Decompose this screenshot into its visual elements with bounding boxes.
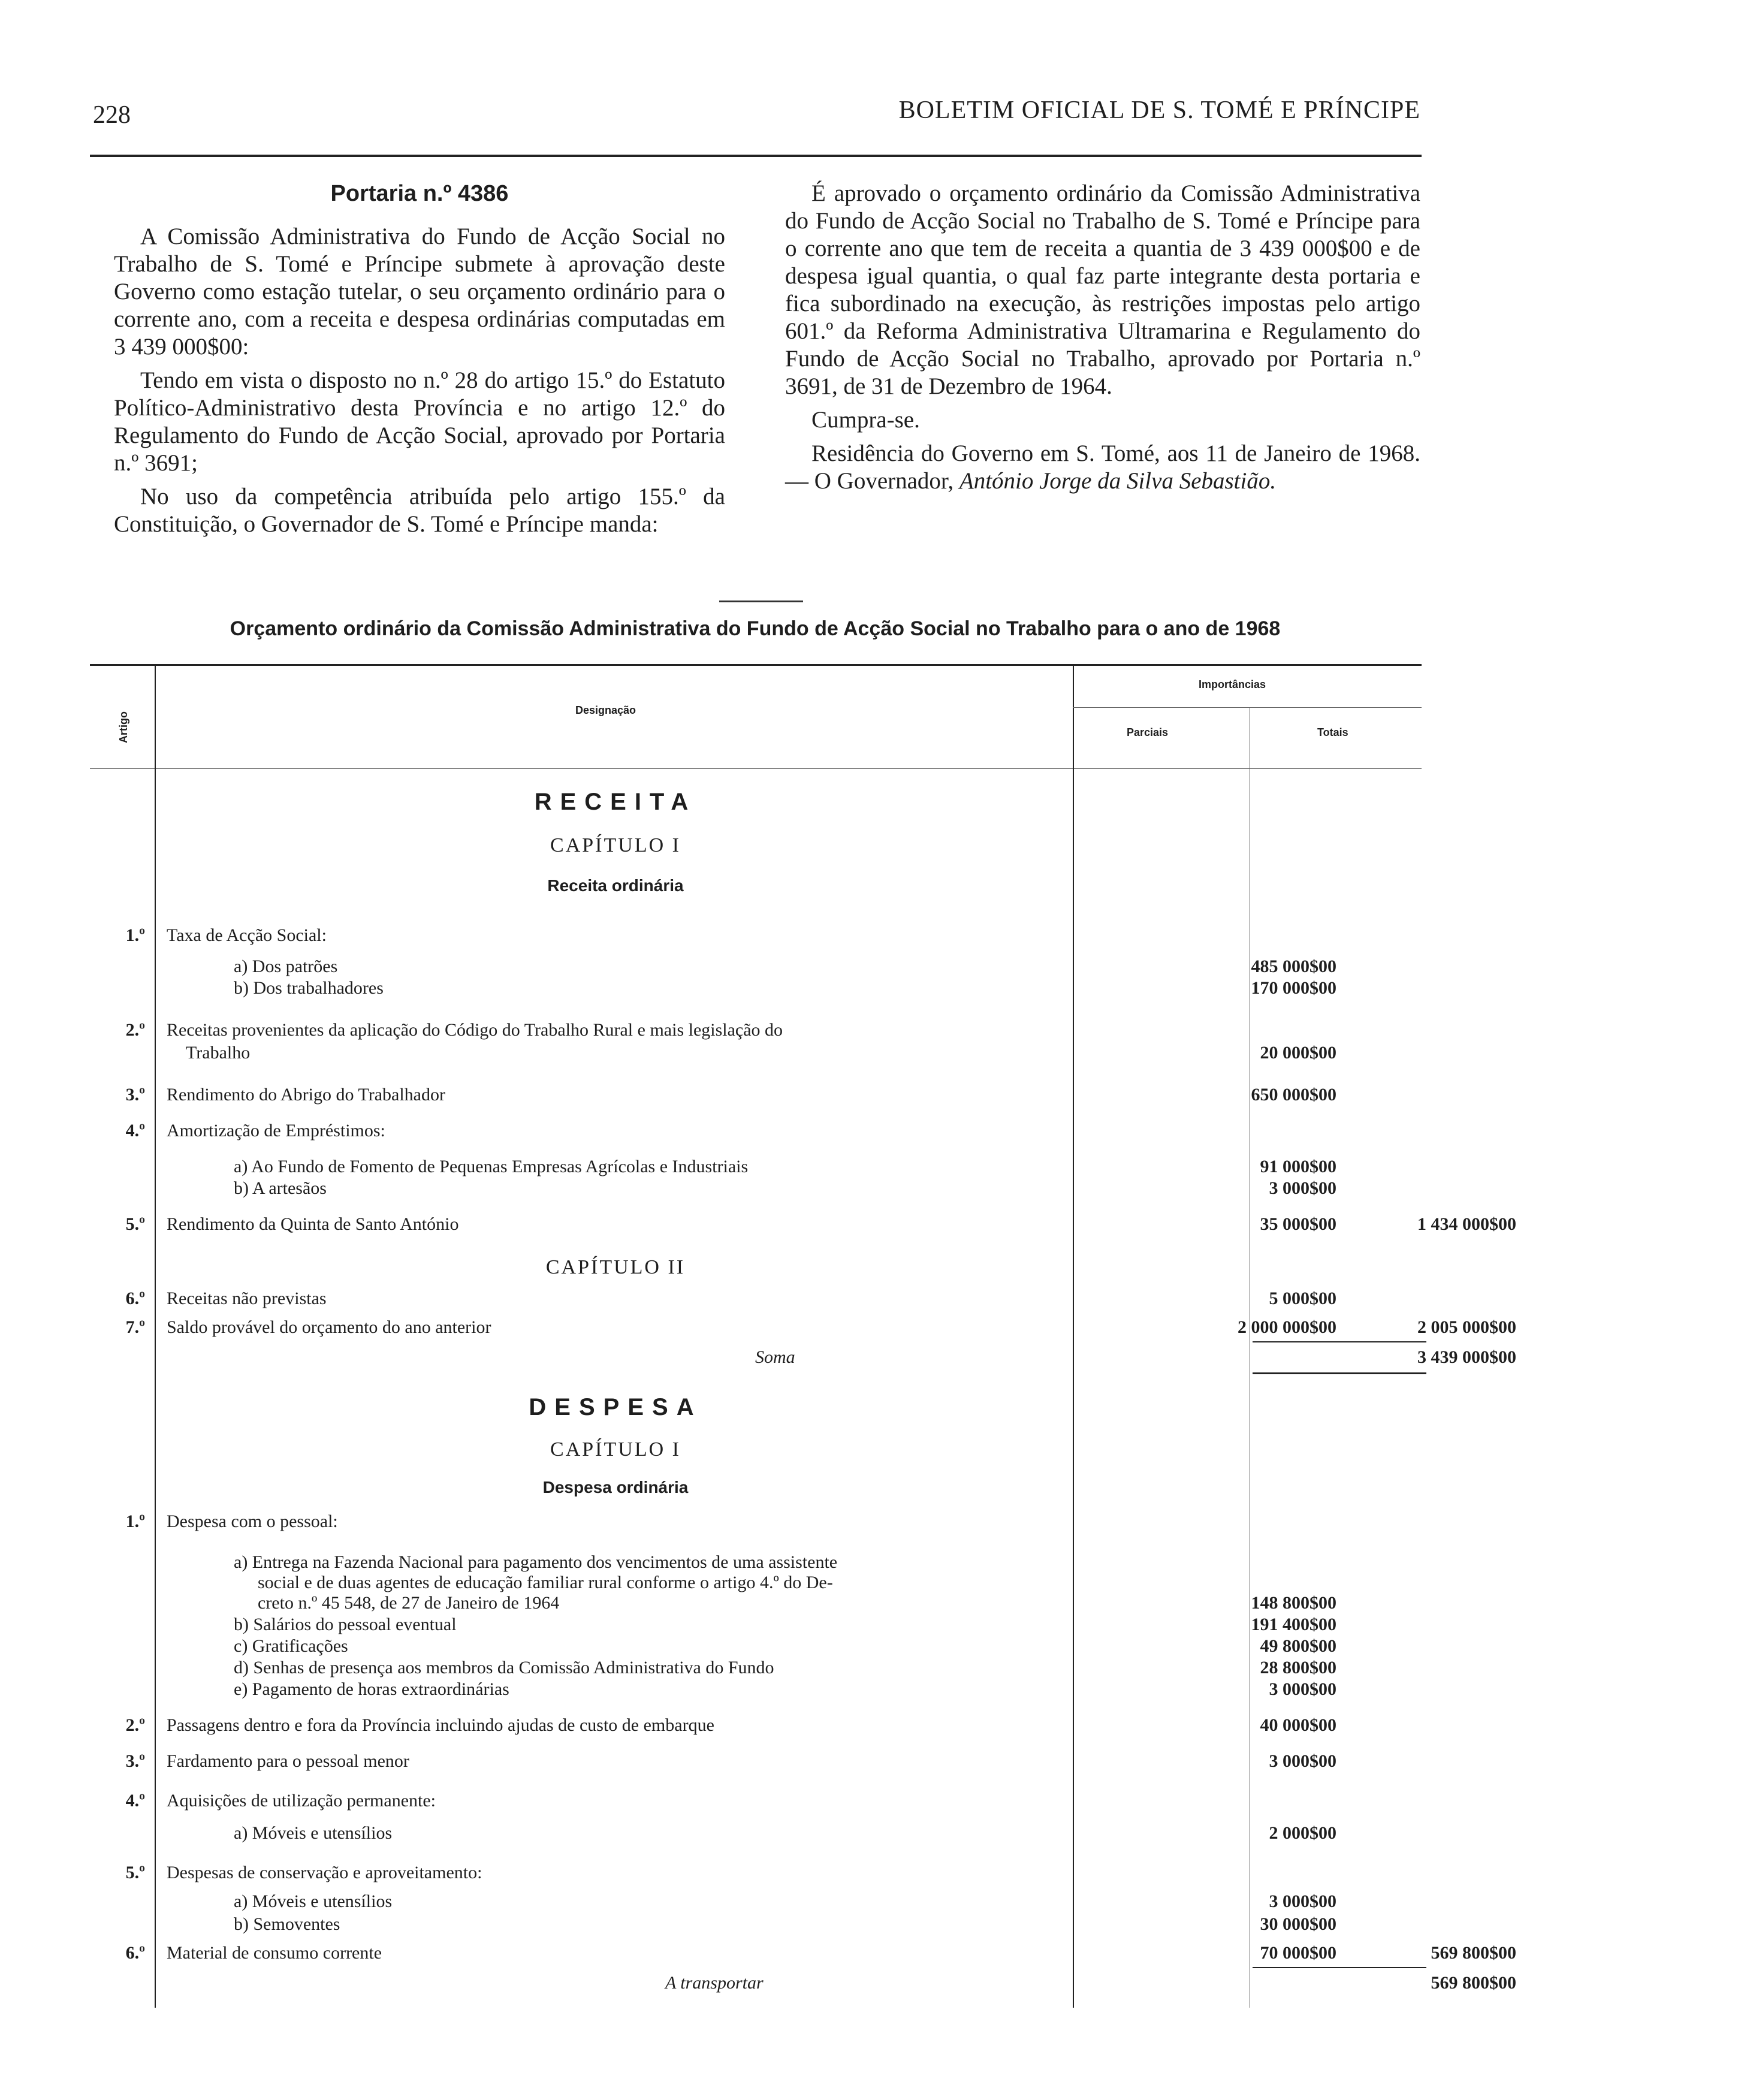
- partial-amount: 191 400$00: [1251, 1615, 1336, 1634]
- table-row: [90, 1657, 1426, 1680]
- sum-label: Soma: [755, 1347, 795, 1367]
- row-label: b) Salários do pessoal eventual: [234, 1615, 457, 1634]
- importancias-rule: [1073, 707, 1422, 708]
- partial-amount: 30 000$00: [1260, 1914, 1336, 1934]
- row-label: c) Gratificações: [234, 1636, 348, 1656]
- column-header-artigo: Artigo: [117, 711, 129, 743]
- article-number: 7.º: [125, 1317, 145, 1337]
- row-label: b) Semoventes: [234, 1914, 340, 1934]
- row-label: Rendimento da Quinta de Santo António: [167, 1214, 459, 1234]
- decree-paragraph: É aprovado o orçamento ordinário da Comissão Administrativa do Fundo de Acção Social no Trabalho de S. Tomé e Príncipe para o corrente ano que tem de receita a quantia de 3 439 000$00 e de despesa igual quantia, o qual faz parte integrante desta portaria e fica subordinado na execução, às restrições impostas pelo artigo 601.º da Reforma Administrativa Ultramarina e Regulamento do Fundo de Acção Social no Trabalho, aprovado por Portaria n.º 3691, de 31 de Dezembro de 1964.: [785, 180, 1420, 399]
- table-row: [90, 1613, 1426, 1637]
- receita-chapter-1-subtitle: Receita ordinária: [547, 876, 684, 895]
- partial-amount: 5 000$00: [1269, 1289, 1336, 1308]
- column-header-totais: Totais: [1317, 726, 1348, 738]
- row-label: Despesa com o pessoal:: [167, 1511, 338, 1531]
- transport-total: 569 800$00: [1431, 1973, 1516, 1993]
- partial-amount: 35 000$00: [1260, 1214, 1336, 1234]
- table-row: [90, 1861, 1426, 1885]
- partial-amount: 91 000$00: [1260, 1157, 1336, 1176]
- decree-paragraph: Tendo em vista o disposto no n.º 28 do artigo 15.º do Estatuto Político-Administrativo desta Província e no artigo 12.º do Regulamento do Fundo de Acção Social, aprovado por Portaria n.º 3691;: [114, 367, 725, 476]
- table-row: [90, 1592, 1426, 1616]
- table-row: [90, 1177, 1426, 1201]
- header-rule: [90, 155, 1422, 157]
- row-label: Fardamento para o pessoal menor: [167, 1751, 409, 1771]
- row-label: e) Pagamento de horas extraordinárias: [234, 1679, 509, 1699]
- partial-amount: 3 000$00: [1269, 1178, 1336, 1198]
- row-label: Rendimento do Abrigo do Trabalhador: [167, 1085, 445, 1105]
- article-number: 2.º: [125, 1715, 145, 1735]
- table-row: [90, 1890, 1426, 1914]
- row-label: Material de consumo corrente: [167, 1943, 382, 1963]
- row-label: Aquisições de utilização permanente:: [167, 1791, 436, 1811]
- decree-closing: [785, 440, 1420, 495]
- transport-row: [90, 1972, 1516, 1996]
- row-label: a) Móveis e utensílios: [234, 1891, 393, 1911]
- table-row: [90, 1155, 1426, 1179]
- table-row: [90, 1714, 1426, 1738]
- partial-amount: 2 000 000$00: [1238, 1317, 1336, 1337]
- partial-amount: 3 000$00: [1269, 1751, 1336, 1771]
- table-row: [90, 1822, 1426, 1846]
- row-label: a) Ao Fundo de Fomento de Pequenas Empresas Agrícolas e Industriais: [234, 1157, 749, 1176]
- row-label: b) A artesãos: [234, 1178, 327, 1198]
- budget-table-title: Orçamento ordinário da Comissão Administrativa do Fundo de Acção Social no Trabalho para o ano de 1968: [230, 617, 1281, 640]
- decree-paragraph: No uso da competência atribuída pelo artigo 155.º da Constituição, o Governador de S. Tomé e Príncipe manda:: [114, 484, 725, 537]
- partial-amount: 70 000$00: [1260, 1943, 1336, 1963]
- table-row: [90, 1942, 1516, 1966]
- table-row: [90, 1084, 1426, 1108]
- table-row: [90, 1750, 1426, 1774]
- receita-chapter-1: CAPÍTULO I: [550, 834, 681, 856]
- column-header-designacao: Designação: [575, 704, 636, 716]
- item-line: creto n.º 45 548, de 27 de Janeiro de 1964: [258, 1593, 560, 1613]
- decree-left-column: [114, 180, 725, 544]
- article-number: 2.º: [125, 1020, 145, 1040]
- row-label: Saldo provável do orçamento do ano anterior: [167, 1317, 491, 1337]
- table-row: [90, 1213, 1516, 1237]
- sum-double-rule: [1253, 1372, 1426, 1374]
- closing-text: Residência do Governo em S. Tomé, aos 11 de Janeiro de 1968. — O Governador,: [785, 440, 1420, 494]
- decree-title: Portaria n.º 4386: [330, 181, 509, 206]
- receita-heading: RECEITA: [534, 789, 697, 815]
- despesa-chapter-1: CAPÍTULO I: [550, 1438, 681, 1461]
- row-label: a) Móveis e utensílios: [234, 1823, 393, 1843]
- article-number: 1.º: [125, 925, 145, 945]
- sum-rule: [1253, 1341, 1426, 1342]
- table-row: [90, 977, 1426, 1001]
- despesa-chapter-1-subtitle: Despesa ordinária: [542, 1478, 689, 1496]
- page-number: 228: [93, 101, 131, 129]
- row-label: Amortização de Empréstimos:: [167, 1121, 385, 1140]
- partial-amount: 3 000$00: [1269, 1891, 1336, 1911]
- table-row: [90, 1510, 1426, 1534]
- table-row: [90, 1042, 1426, 1066]
- governor-signature: António Jorge da Silva Sebastião.: [959, 468, 1277, 494]
- table-row: [90, 1635, 1426, 1659]
- section-divider: [719, 601, 803, 602]
- partial-amount: 650 000$00: [1251, 1085, 1336, 1105]
- table-row: [90, 1790, 1426, 1814]
- partial-amount: 3 000$00: [1269, 1679, 1336, 1699]
- total-amount: 2 005 000$00: [1417, 1317, 1516, 1337]
- partial-amount: 2 000$00: [1269, 1823, 1336, 1843]
- article-number: 5.º: [125, 1863, 145, 1882]
- article-number: 1.º: [125, 1511, 145, 1531]
- transport-rule: [1253, 1967, 1426, 1968]
- table-row: [90, 1913, 1426, 1937]
- partial-amount: 485 000$00: [1251, 957, 1336, 976]
- decree-paragraph: Cumpra-se.: [811, 407, 920, 433]
- table-header-rule: [90, 768, 1422, 769]
- total-amount: 1 434 000$00: [1417, 1214, 1516, 1234]
- total-amount: 569 800$00: [1431, 1943, 1516, 1963]
- table-row: [90, 955, 1426, 979]
- item-line: social e de duas agentes de educação familiar rural conforme o artigo 4.º do De-: [258, 1573, 833, 1592]
- table-row: [90, 1019, 1426, 1043]
- receita-chapter-2: CAPÍTULO II: [545, 1256, 686, 1278]
- decree-right-column: [785, 180, 1420, 501]
- table-row: [90, 1316, 1516, 1340]
- article-number: 4.º: [125, 1121, 145, 1140]
- article-number: 3.º: [125, 1751, 145, 1771]
- row-label: Receitas não previstas: [167, 1289, 327, 1308]
- article-number: 5.º: [125, 1214, 145, 1234]
- partial-amount: 40 000$00: [1260, 1715, 1336, 1735]
- table-row: [90, 1287, 1426, 1311]
- column-header-parciais: Parciais: [1127, 726, 1169, 738]
- partial-amount: 170 000$00: [1251, 978, 1336, 998]
- item-line: a) Entrega na Fazenda Nacional para pagamento dos vencimentos de uma assistente: [234, 1552, 838, 1572]
- row-label: Trabalho: [186, 1043, 251, 1063]
- sum-row: [90, 1346, 1516, 1370]
- transport-label: A transportar: [665, 1973, 764, 1993]
- partial-amount: 148 800$00: [1251, 1593, 1336, 1613]
- article-number: 3.º: [125, 1085, 145, 1105]
- table-row: [90, 1120, 1426, 1143]
- row-label: Taxa de Acção Social:: [167, 925, 327, 945]
- article-number: 4.º: [125, 1791, 145, 1811]
- article-number: 6.º: [125, 1943, 145, 1963]
- article-number: 6.º: [125, 1289, 145, 1308]
- row-label: Receitas provenientes da aplicação do Código do Trabalho Rural e mais legislação do: [167, 1020, 783, 1040]
- column-header-importancias: Importâncias: [1199, 678, 1266, 690]
- partial-amount: 28 800$00: [1260, 1658, 1336, 1677]
- decree-paragraph: A Comissão Administrativa do Fundo de Acção Social no Trabalho de S. Tomé e Príncipe submete à aprovação deste Governo como estação tutelar, o seu orçamento ordinário para o corrente ano, com a receita e despesa ordinárias computadas em 3 439 000$00:: [114, 224, 725, 360]
- table-row: [90, 924, 1426, 948]
- publication-title: BOLETIM OFICIAL DE S. TOMÉ E PRÍNCIPE: [898, 96, 1420, 124]
- sum-total: 3 439 000$00: [1417, 1347, 1516, 1367]
- table-row: [90, 1678, 1426, 1702]
- despesa-heading: DESPESA: [529, 1394, 702, 1420]
- table-top-rule: [90, 664, 1422, 666]
- partial-amount: 20 000$00: [1260, 1043, 1336, 1063]
- row-label: Passagens dentro e fora da Província incluindo ajudas de custo de embarque: [167, 1715, 714, 1735]
- partial-amount: 49 800$00: [1260, 1636, 1336, 1656]
- row-label: Despesas de conservação e aproveitamento:: [167, 1863, 482, 1882]
- row-label: d) Senhas de presença aos membros da Comissão Administrativa do Fundo: [234, 1658, 774, 1677]
- row-label: b) Dos trabalhadores: [234, 978, 384, 998]
- row-label: a) Dos patrões: [234, 957, 338, 976]
